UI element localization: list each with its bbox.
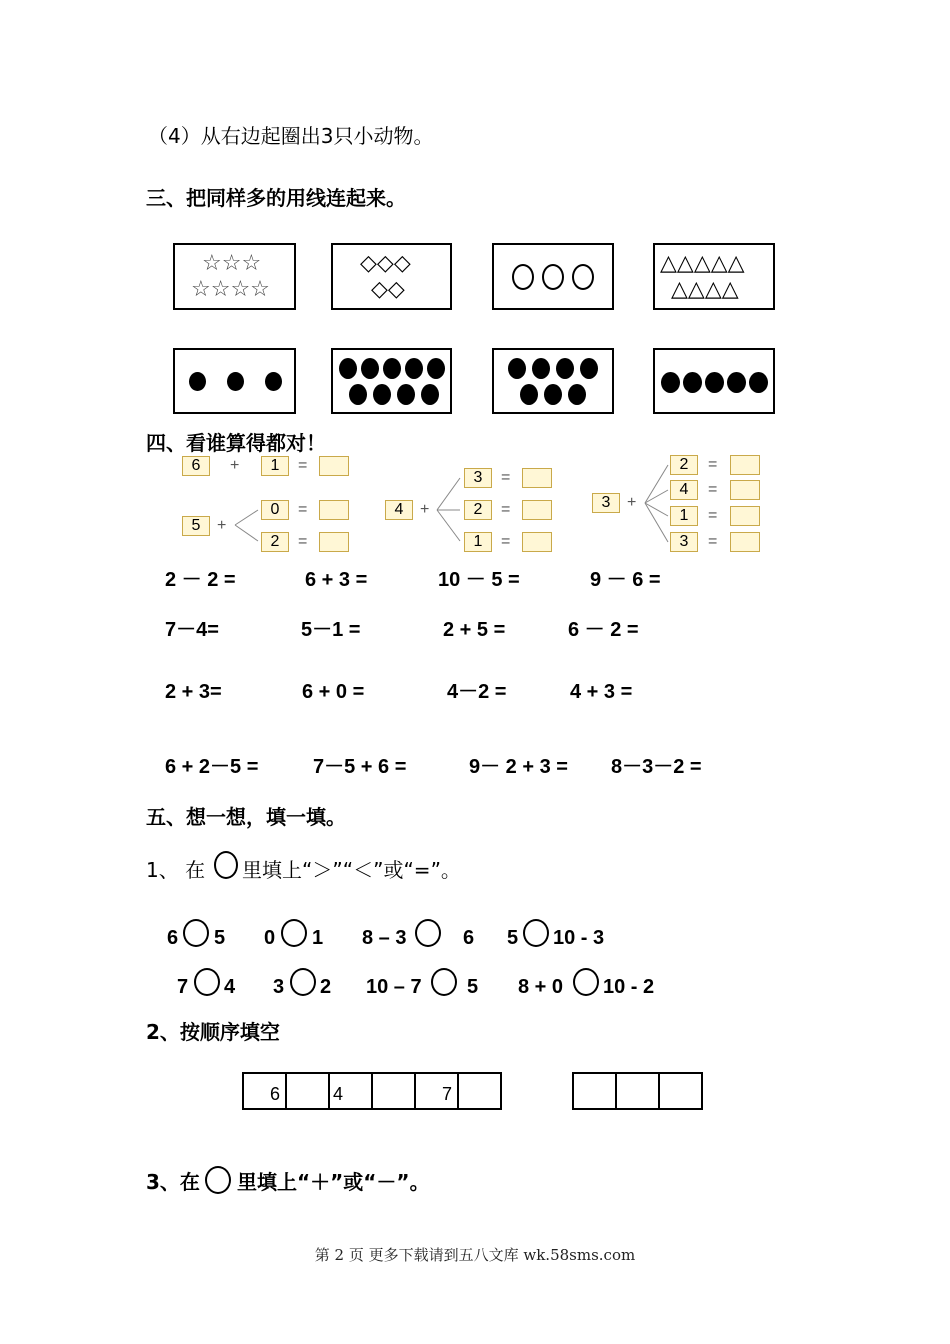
- circle-icon: [214, 851, 238, 879]
- answer-box[interactable]: [522, 532, 552, 552]
- sequence-cell[interactable]: [615, 1072, 660, 1110]
- compare-left: 7: [177, 976, 189, 998]
- start-number-box: 4: [385, 500, 413, 520]
- sequence-cell[interactable]: 6: [242, 1072, 287, 1110]
- q3-prefix: 3、在: [146, 1170, 200, 1194]
- compare-circle[interactable]: [183, 919, 209, 947]
- equation: 2 － 2 =: [165, 569, 236, 591]
- equation: 6 － 2 =: [568, 619, 639, 641]
- equals-sign: =: [501, 533, 511, 550]
- compare-circle[interactable]: [431, 968, 457, 996]
- circle-icon: [205, 1166, 231, 1194]
- answer-box[interactable]: [730, 532, 760, 552]
- compare-left: 8 + 0: [518, 976, 564, 998]
- equals-sign: =: [708, 507, 718, 524]
- start-number-box: 3: [592, 493, 620, 513]
- sequence-cell[interactable]: [285, 1072, 330, 1110]
- triangles-row-1: △△△△△: [660, 251, 745, 276]
- compare-left: 10 – 7: [366, 976, 422, 998]
- equation: 8－3－2 =: [611, 756, 702, 778]
- section-4-title: 四、看谁算得都对！: [146, 431, 326, 455]
- addend-box: 1: [464, 532, 492, 552]
- compare-right: 4: [224, 976, 236, 998]
- equation: 2 + 3=: [165, 681, 222, 703]
- addend-box: 4: [670, 480, 698, 500]
- compare-circle[interactable]: [415, 919, 441, 947]
- start-number-box: 5: [182, 516, 210, 536]
- equation: 6 + 2－5 =: [165, 756, 259, 778]
- compare-circle[interactable]: [523, 919, 549, 947]
- compare-circle[interactable]: [573, 968, 599, 996]
- answer-box[interactable]: [319, 532, 349, 552]
- answer-box[interactable]: [522, 500, 552, 520]
- plus-sign: +: [420, 501, 430, 518]
- addend-box: 3: [670, 532, 698, 552]
- equation: 6 + 0 =: [302, 681, 365, 703]
- equals-sign: =: [708, 456, 718, 473]
- equation: 7－4=: [165, 619, 219, 641]
- compare-circle[interactable]: [281, 919, 307, 947]
- addend-box: 2: [261, 532, 289, 552]
- question-4-text: （4）从右边起圈出3只小动物。: [148, 124, 434, 148]
- diamonds-row-1: ◇◇◇: [360, 251, 411, 276]
- compare-left: 8 – 3: [362, 927, 407, 949]
- section-5-title: 五、想一想，填一填。: [146, 805, 346, 829]
- equation: 5－1 =: [301, 619, 361, 641]
- diamonds-row-2: ◇◇: [371, 277, 405, 302]
- equals-sign: =: [298, 533, 308, 550]
- answer-box[interactable]: [522, 468, 552, 488]
- answer-box[interactable]: [319, 500, 349, 520]
- equation: 6 + 3 =: [305, 569, 368, 591]
- equation: 2 + 5 =: [443, 619, 506, 641]
- compare-right: 10 - 2: [603, 976, 655, 998]
- sequence-cell[interactable]: [371, 1072, 416, 1110]
- sequence-cell[interactable]: 7: [414, 1072, 459, 1110]
- compare-right: 1: [312, 927, 324, 949]
- equals-sign: =: [708, 533, 718, 550]
- sequence-cell[interactable]: [658, 1072, 703, 1110]
- start-number-box: 6: [182, 456, 210, 476]
- sequence-cell[interactable]: 4: [328, 1072, 373, 1110]
- sequence-cell[interactable]: [572, 1072, 617, 1110]
- q2-title: 2、按顺序填空: [146, 1020, 280, 1044]
- addend-box: 0: [261, 500, 289, 520]
- stars-row-1: ☆☆☆: [202, 251, 262, 276]
- section-3-title: 三、把同样多的用线连起来。: [146, 186, 406, 210]
- addend-box: 1: [670, 506, 698, 526]
- compare-left: 6: [167, 927, 179, 949]
- sequence-cell[interactable]: [457, 1072, 502, 1110]
- compare-right: 6: [463, 927, 475, 949]
- equation: 10 － 5 =: [438, 569, 520, 591]
- q1-prefix: 1、 在: [146, 858, 206, 882]
- equals-sign: =: [501, 501, 511, 518]
- compare-circle[interactable]: [194, 968, 220, 996]
- equation: 4 + 3 =: [570, 681, 633, 703]
- equals-sign: =: [501, 469, 511, 486]
- compare-left: 5: [507, 927, 519, 949]
- plus-sign: +: [230, 457, 240, 474]
- equation: 7－5 + 6 =: [313, 756, 407, 778]
- compare-left: 0: [264, 927, 276, 949]
- compare-right: 2: [320, 976, 332, 998]
- equation: 4－2 =: [447, 681, 507, 703]
- stars-row-2: ☆☆☆☆: [191, 277, 270, 302]
- equals-sign: =: [298, 501, 308, 518]
- triangles-row-2: △△△△: [671, 277, 739, 302]
- compare-right: 5: [214, 927, 226, 949]
- compare-circle[interactable]: [290, 968, 316, 996]
- q3-instruction: 里填上“＋”或“－”。: [237, 1170, 430, 1194]
- addend-box: 3: [464, 468, 492, 488]
- addend-box: 2: [670, 455, 698, 475]
- plus-sign: +: [627, 494, 637, 511]
- page-footer: 第 2 页 更多下载请到五八文库 wk.58sms.com: [314, 1246, 636, 1264]
- addend-box: 2: [464, 500, 492, 520]
- equation: 9 － 6 =: [590, 569, 661, 591]
- plus-sign: +: [217, 517, 227, 534]
- equals-sign: =: [298, 457, 308, 474]
- answer-box[interactable]: [730, 455, 760, 475]
- answer-box[interactable]: [730, 506, 760, 526]
- compare-right: 5: [467, 976, 479, 998]
- answer-box[interactable]: [730, 480, 760, 500]
- compare-left: 3: [273, 976, 285, 998]
- equation: 9－ 2 + 3 =: [469, 756, 568, 778]
- q1-instruction: 里填上“＞”“＜”或“=”。: [242, 858, 461, 882]
- compare-right: 10 - 3: [553, 927, 605, 949]
- answer-box[interactable]: [319, 456, 349, 476]
- addend-box: 1: [261, 456, 289, 476]
- equals-sign: =: [708, 481, 718, 498]
